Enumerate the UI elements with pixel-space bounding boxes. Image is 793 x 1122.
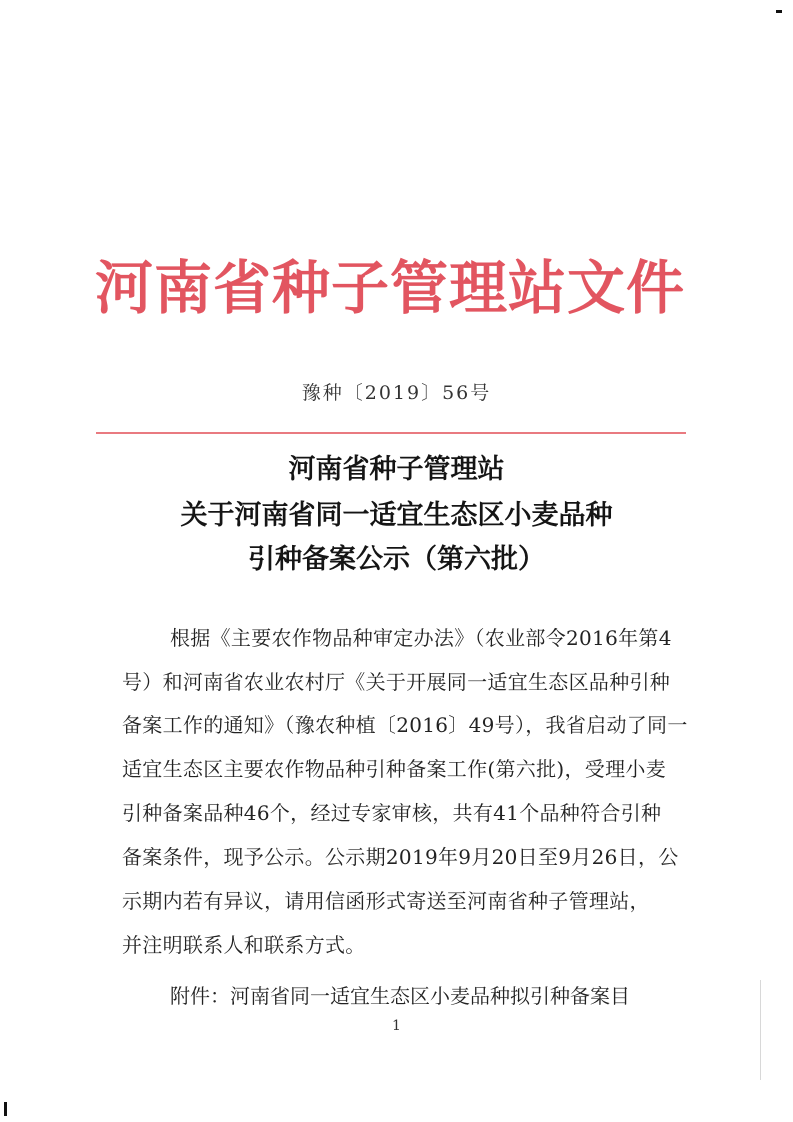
body-line: 备案工作的通知》（豫农种植〔2016〕49号），我省启动了同一	[122, 713, 688, 737]
issuer-header: 河南省种子管理站文件	[95, 254, 686, 322]
title-line: 引种备案公示（第六批）	[248, 544, 545, 575]
title-line: 关于河南省同一适宜生态区小麦品种	[180, 500, 613, 531]
red-divider	[96, 432, 686, 434]
body-line: 示期内若有异议，请用信函形式寄送至河南省种子管理站，	[122, 889, 650, 913]
body-line: 引种备案品种46个，经过专家审核，共有41个品种符合引种	[122, 801, 662, 825]
scan-mark	[4, 1102, 7, 1116]
body-line: 号）和河南省农业农村厅《关于开展同一适宜生态区品种引种	[122, 670, 671, 694]
body-line: 并注明联系人和联系方式。	[122, 933, 366, 957]
document-number: 豫种〔2019〕56号	[301, 382, 492, 404]
scan-mark	[776, 10, 782, 13]
page-number: 1	[392, 1018, 401, 1034]
body-line: 备案条件，现予公示。公示期2019年9月20日至9月26日，公	[122, 845, 679, 869]
title-line: 河南省种子管理站	[288, 454, 505, 485]
body-line: 适宜生态区主要农作物品种引种备案工作(第六批)，受理小麦	[122, 757, 667, 781]
body-line: 根据《主要农作物品种审定办法》（农业部令2016年第4	[170, 626, 672, 650]
attachment-line: 附件：河南省同一适宜生态区小麦品种拟引种备案目	[170, 984, 630, 1008]
